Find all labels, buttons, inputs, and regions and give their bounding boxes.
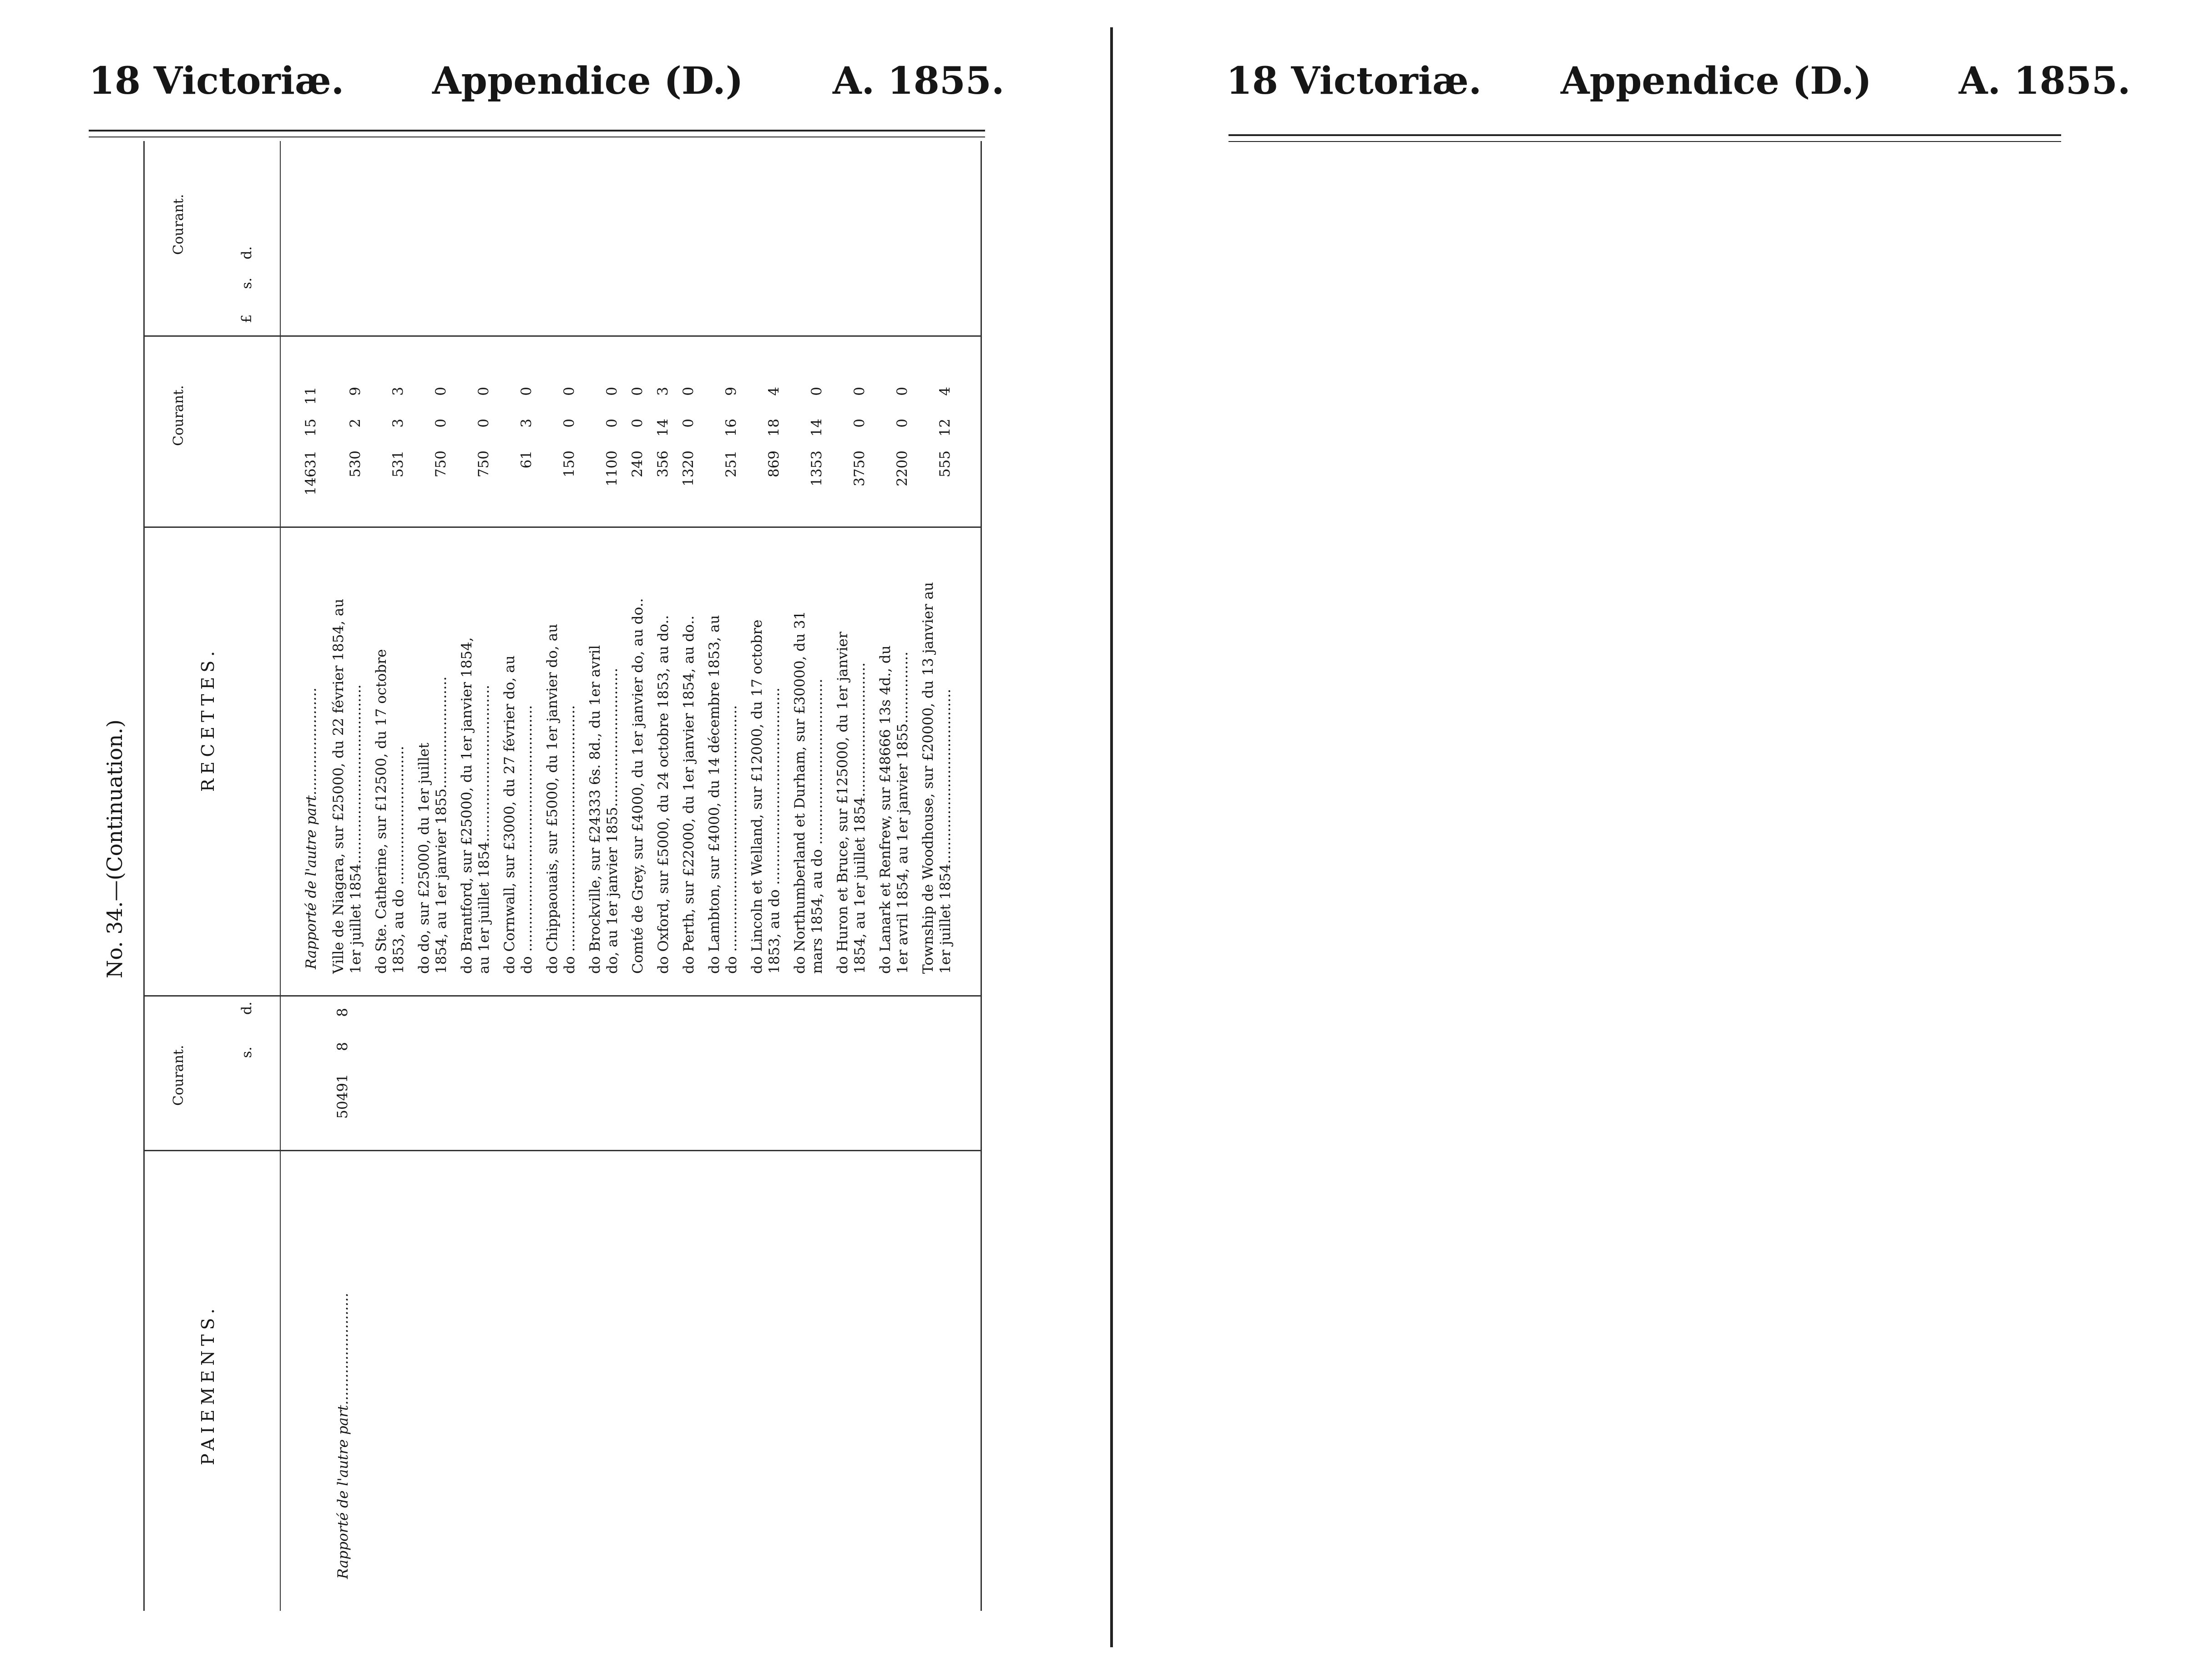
table-top-rule [143,141,145,1611]
header-rule-thin-r [1228,141,2061,142]
row-text-line: 1er juillet 1854....................................... [937,689,954,974]
row-shillings: 0 [475,419,492,428]
column-head-rule [280,141,281,1611]
row-pounds: 356 [655,450,671,478]
row-shillings: 0 [851,419,868,428]
left-table-rotated [89,132,999,1611]
header-right-r: A. 1855. [1959,59,2131,103]
row-text-line: do Lincoln et Welland, sur £12000, du 17 octobre [749,619,765,974]
row-text-line: do ....................................................... [723,705,740,974]
header-left: 18 Victoriæ. [89,59,344,103]
row-text-line: Ville de Niagara, sur £25000, du 22 février 1854, au [330,598,347,974]
row-text-line: do Ste. Catherine, sur £12500, du 17 octobre [373,649,389,974]
row-text-line: do, au 1er janvier 1855............................... [604,668,621,974]
row-pence: 9 [347,387,364,396]
row-pounds: 1100 [604,450,620,486]
row-pence: 0 [475,387,492,396]
paiements-s-label: s. [239,1047,255,1058]
row-text-line: do Perth, sur £22000, du 1er janvier 1854, au do.. [681,615,697,974]
row-text-line: do Cornwall, sur £3000, du 27 février do, au [501,655,518,974]
row-pounds: 61 [518,450,535,469]
row-pence: 0 [851,387,868,396]
row-text-line: do Oxford, sur £5000, du 24 octobre 1853, au do.. [655,615,672,974]
row-text-line: Comté de Grey, sur £4000, du 1er janvier do, au do.. [630,598,646,974]
paiements-carried-pence: 8 [334,1008,351,1017]
row-shillings: 3 [390,419,406,428]
recettes-carried-shillings: 15 [303,419,319,437]
row-text-line: do Lambton, sur £4000, du 14 décembre 1853, au [706,615,723,974]
row-shillings: 0 [680,419,697,428]
row-pence: 0 [604,387,620,396]
row-pence: 3 [655,387,671,396]
row-pence: 0 [433,387,449,396]
row-pence: 0 [629,387,646,396]
row-text-line: mars 1854, au do ..................................... [809,678,825,974]
row-text-line: do Huron et Bruce, sur £125000, du 1er janvier [834,632,851,974]
row-text-line: do Lanark et Renfrew, sur £48666 13s 4d., du [877,645,894,974]
row-shillings: 14 [655,419,671,437]
paiements-carried-text: Rapporté de l'autre part......................... [335,1293,351,1579]
row-pounds: 1320 [680,450,697,486]
row-pence: 0 [561,387,577,396]
section-title: No. 34.—(Continuation.) [102,719,127,978]
row-text-line: 1853, au do ............................... [390,746,407,974]
row-text-line: do ....................................................... [561,705,578,974]
header-rule-r [1228,134,2061,136]
recettes-currency-label-2: Courant. [171,194,187,255]
row-pence: 0 [809,387,825,396]
paiements-currency-label: Courant. [171,1045,187,1106]
recettes-divider [143,995,982,997]
row-pence: 4 [937,387,953,396]
row-text-line: 1854, au 1er juillet 1854.............................. [852,662,868,974]
table-bottom-rule [981,141,982,1611]
row-pounds: 530 [347,450,364,478]
header-center-r: Appendice (D.) [1561,59,1872,103]
row-text-line: do do, sur £25000, du 1er juillet [416,743,432,974]
row-text-line: Township de Woodhouse, sur £20000, du 13 janvier au [920,582,936,974]
recettes-d-label: d. [239,246,255,259]
row-pounds: 240 [629,450,646,478]
recettes-carried-text: Rapporté de l'autre part........................ [303,688,319,969]
header-left-r: 18 Victoriæ. [1226,59,1482,103]
recettes-pound-label: £ [239,314,255,323]
currency2-divider [143,335,982,337]
paiements-carried-pounds: 50491 [334,1074,351,1119]
row-pounds: 2200 [894,450,910,486]
row-shillings: 0 [561,419,577,428]
row-shillings: 14 [809,419,825,437]
row-text-line: do ....................................................... [519,705,535,974]
row-pounds: 750 [433,450,449,478]
paiements-d-label: d. [239,1002,255,1015]
row-pence: 4 [766,387,782,396]
paiements-title: PAIEMENTS. [198,1304,218,1465]
row-pounds: 251 [723,450,739,478]
row-text-line: 1853, au do ............................................ [766,688,783,974]
recettes-s-label: s. [239,278,255,289]
row-shillings: 16 [723,419,739,437]
row-pence: 0 [518,387,535,396]
row-text-line: 1er juillet 1854........................................ [348,684,364,974]
row-pounds: 750 [475,450,492,478]
row-pence: 9 [723,387,739,396]
row-shillings: 18 [766,419,782,437]
header-center: Appendice (D.) [432,59,743,103]
row-text-line: 1er avril 1854, au 1er janvier 1855................ [895,652,911,974]
recettes-title: RECETTES. [198,646,218,792]
row-text-line: do Northumberland et Durham, sur £30000, du 31 [792,611,808,974]
header-rule [89,130,985,132]
gutter [1110,27,1113,1647]
row-shillings: 12 [937,419,953,437]
row-pounds: 531 [390,450,406,478]
row-text-line: 1854, au 1er janvier 1855......................... [433,676,450,974]
recettes-carried-pence: 11 [303,387,319,405]
row-text-line: do Brockville, sur £24333 6s. 8d., du 1er avril [587,645,603,974]
paiements-divider [143,1150,982,1151]
row-pounds: 150 [561,450,577,478]
row-text-line: au 1er juillet 1854................................... [476,685,492,974]
row-pounds: 1353 [809,450,825,486]
paiements-carried-shillings: 8 [334,1042,351,1051]
row-shillings: 0 [894,419,910,428]
row-pence: 3 [390,387,406,396]
row-shillings: 2 [347,419,364,428]
row-pounds: 3750 [851,450,868,486]
row-pounds: 555 [937,450,953,478]
row-text-line: do Chippaouais, sur £5000, du 1er janvier do, au [544,623,561,974]
row-text-line: do Brantford, sur £25000, du 1er janvier 1854, [459,637,475,974]
currency-divider [143,526,982,528]
row-pence: 0 [680,387,697,396]
row-shillings: 0 [629,419,646,428]
recettes-carried-pounds: 14631 [303,450,319,496]
row-shillings: 3 [518,419,535,428]
row-shillings: 0 [433,419,449,428]
recettes-currency-label: Courant. [171,385,187,446]
row-pence: 0 [894,387,910,396]
right-page [1115,0,2199,1680]
row-shillings: 0 [604,419,620,428]
header-right: A. 1855. [833,59,1005,103]
row-pounds: 869 [766,450,782,478]
